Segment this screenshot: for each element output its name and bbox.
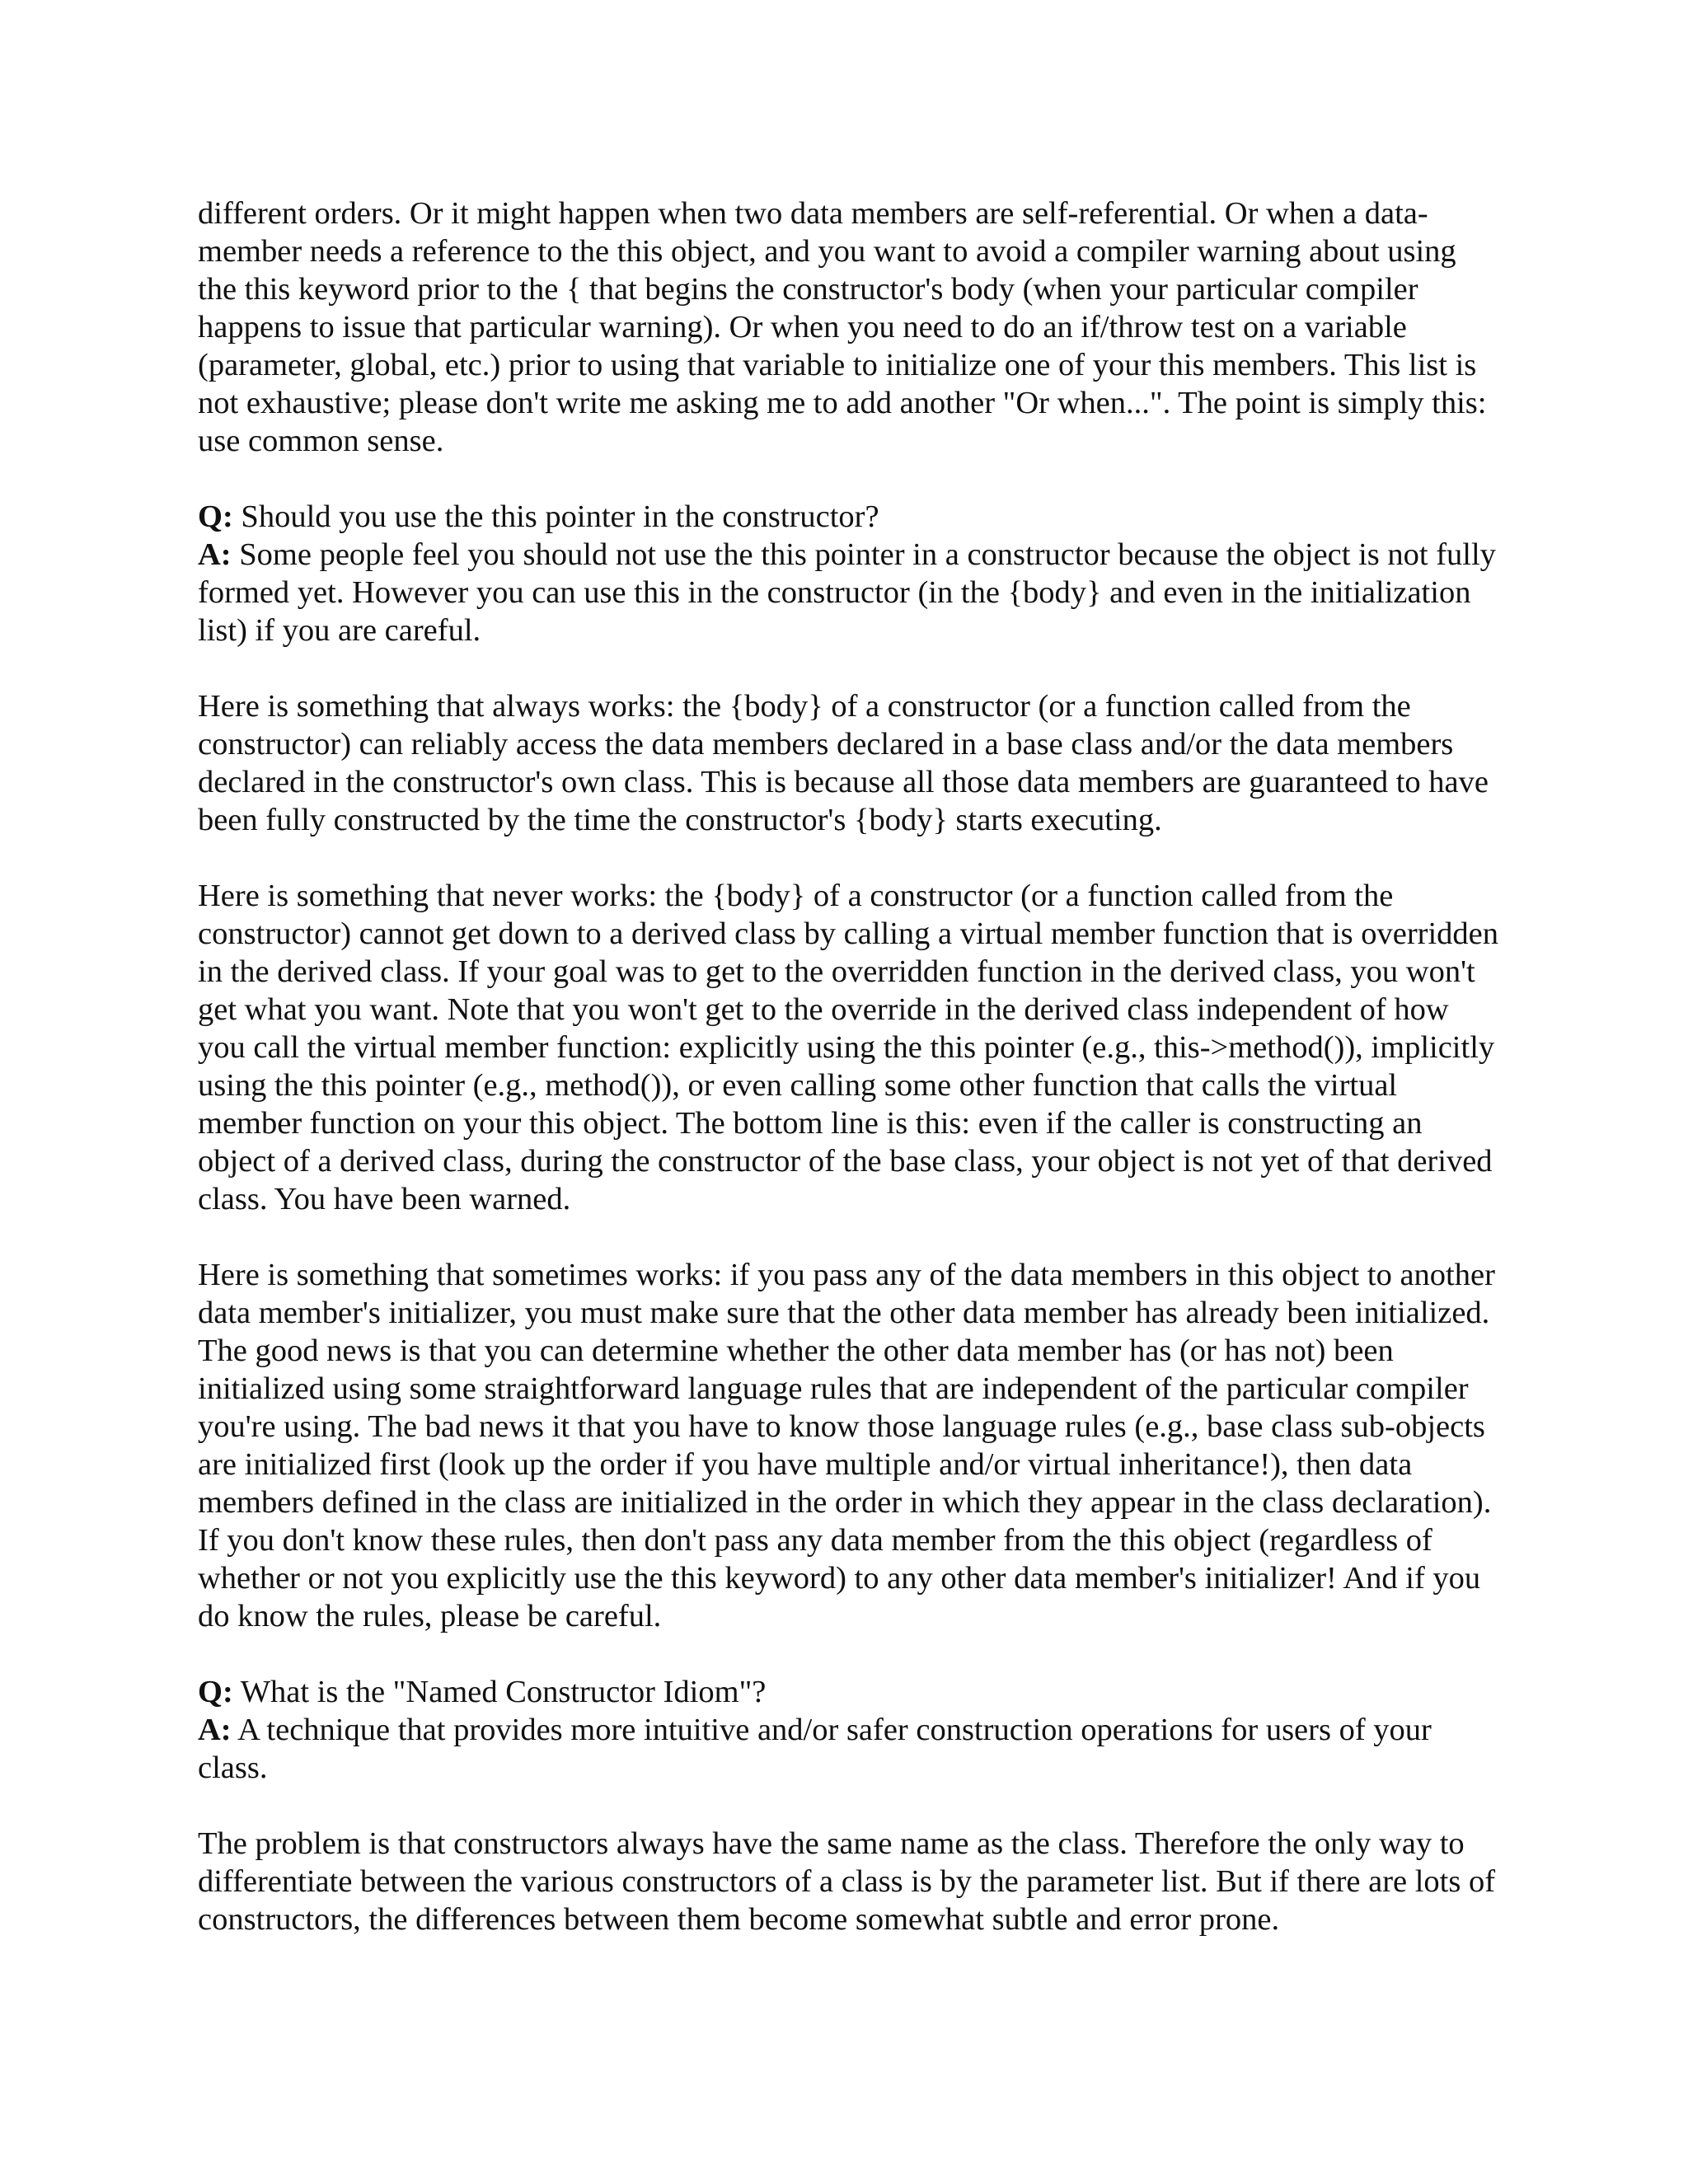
question xyxy=(198,498,1500,536)
problem-paragraph: The problem is that constructors always have the same name as the class. Therefore the only way to differentiate between the various constructors of a class is by the parameter list. But if there are lots of constructors, the differences between them become somewhat subtle and error prone. xyxy=(198,1826,1496,1937)
question-text: What is the "Named Constructor Idiom"? xyxy=(232,1675,767,1709)
never-works-paragraph: Here is something that never works: the {body} of a constructor (or a function called from the constructor) cannot get down to a derived class by calling a virtual member function that is overridden in the derived class. If your goal was to get to the overridden function in the derived class, you won't get what you want. Note that you won't get to the override in the derived class independent of how you call the virtual member function: explicitly using the this pointer (e.g., this->method()), implicitly using the this pointer (e.g., method()), or even calling some other function that calls the virtual member function on your this object. The bottom line is this: even if the caller is constructing an object of a derived class, during the constructor of the base class, your object is not yet of that derived class. You have been warned. xyxy=(198,879,1499,1216)
qa-this-pointer xyxy=(198,498,1500,649)
intro-paragraph: different orders. Or it might happen when two data members are self-referential. Or when a data-member needs a reference to the this object, and you want to avoid a compiler warning about using the this keyword prior to the { that begins the constructor's body (when your particular compiler happens to issue that particular warning). Or when you need to do an if/throw test on a variable (parameter, global, etc.) prior to using that variable to initialize one of your this members. This list is not exhaustive; please don't write me asking me to add another "Or when...". The point is simply this: use common sense. xyxy=(198,196,1487,458)
always-works-paragraph: Here is something that always works: the {body} of a constructor (or a function called from the constructor) can reliably access the data members declared in a base class and/or the data members declared in the constructor's own class. This is because all those data members are guaranteed to have been fully constructed by the time the constructor's {body} starts executing. xyxy=(198,689,1489,837)
answer-tag: A: xyxy=(198,1713,232,1747)
question-tag: Q: xyxy=(198,1675,233,1709)
question xyxy=(198,1673,1500,1711)
answer xyxy=(198,536,1500,649)
answer-text: A technique that provides more intuitive and/or safer construction operations for users of your class. xyxy=(198,1713,1432,1785)
sometimes-works-paragraph: Here is something that sometimes works: if you pass any of the data members in this object to another data member's initializer, you must make sure that the other data member has already been initialized. The good news is that you can determine whether the other data member has (or has not) been initialized using some straightforward language rules that are independent of the particular compiler you're using. The bad news it that you have to know those language rules (e.g., base class sub-objects are initialized first (look up the order if you have multiple and/or virtual inheritance!), then data members defined in the class are initialized in the order in which they appear in the class declaration). If you don't know these rules, then don't pass any data member from the this object (regardless of whether or not you explicitly use the this keyword) to any other data member's initializer! And if you do know the rules, please be careful. xyxy=(198,1258,1495,1633)
answer xyxy=(198,1711,1500,1787)
document-page xyxy=(198,194,1500,1976)
qa-named-constructor xyxy=(198,1673,1500,1787)
question-tag: Q: xyxy=(198,499,233,534)
answer-text: Some people feel you should not use the this pointer in a constructor because the object is not fully formed yet. However you can use this in the constructor (in the {body} and even in the initialization list) if you are careful. xyxy=(198,537,1496,648)
question-text: Should you use the this pointer in the constructor? xyxy=(232,499,879,534)
answer-tag: A: xyxy=(198,537,232,572)
